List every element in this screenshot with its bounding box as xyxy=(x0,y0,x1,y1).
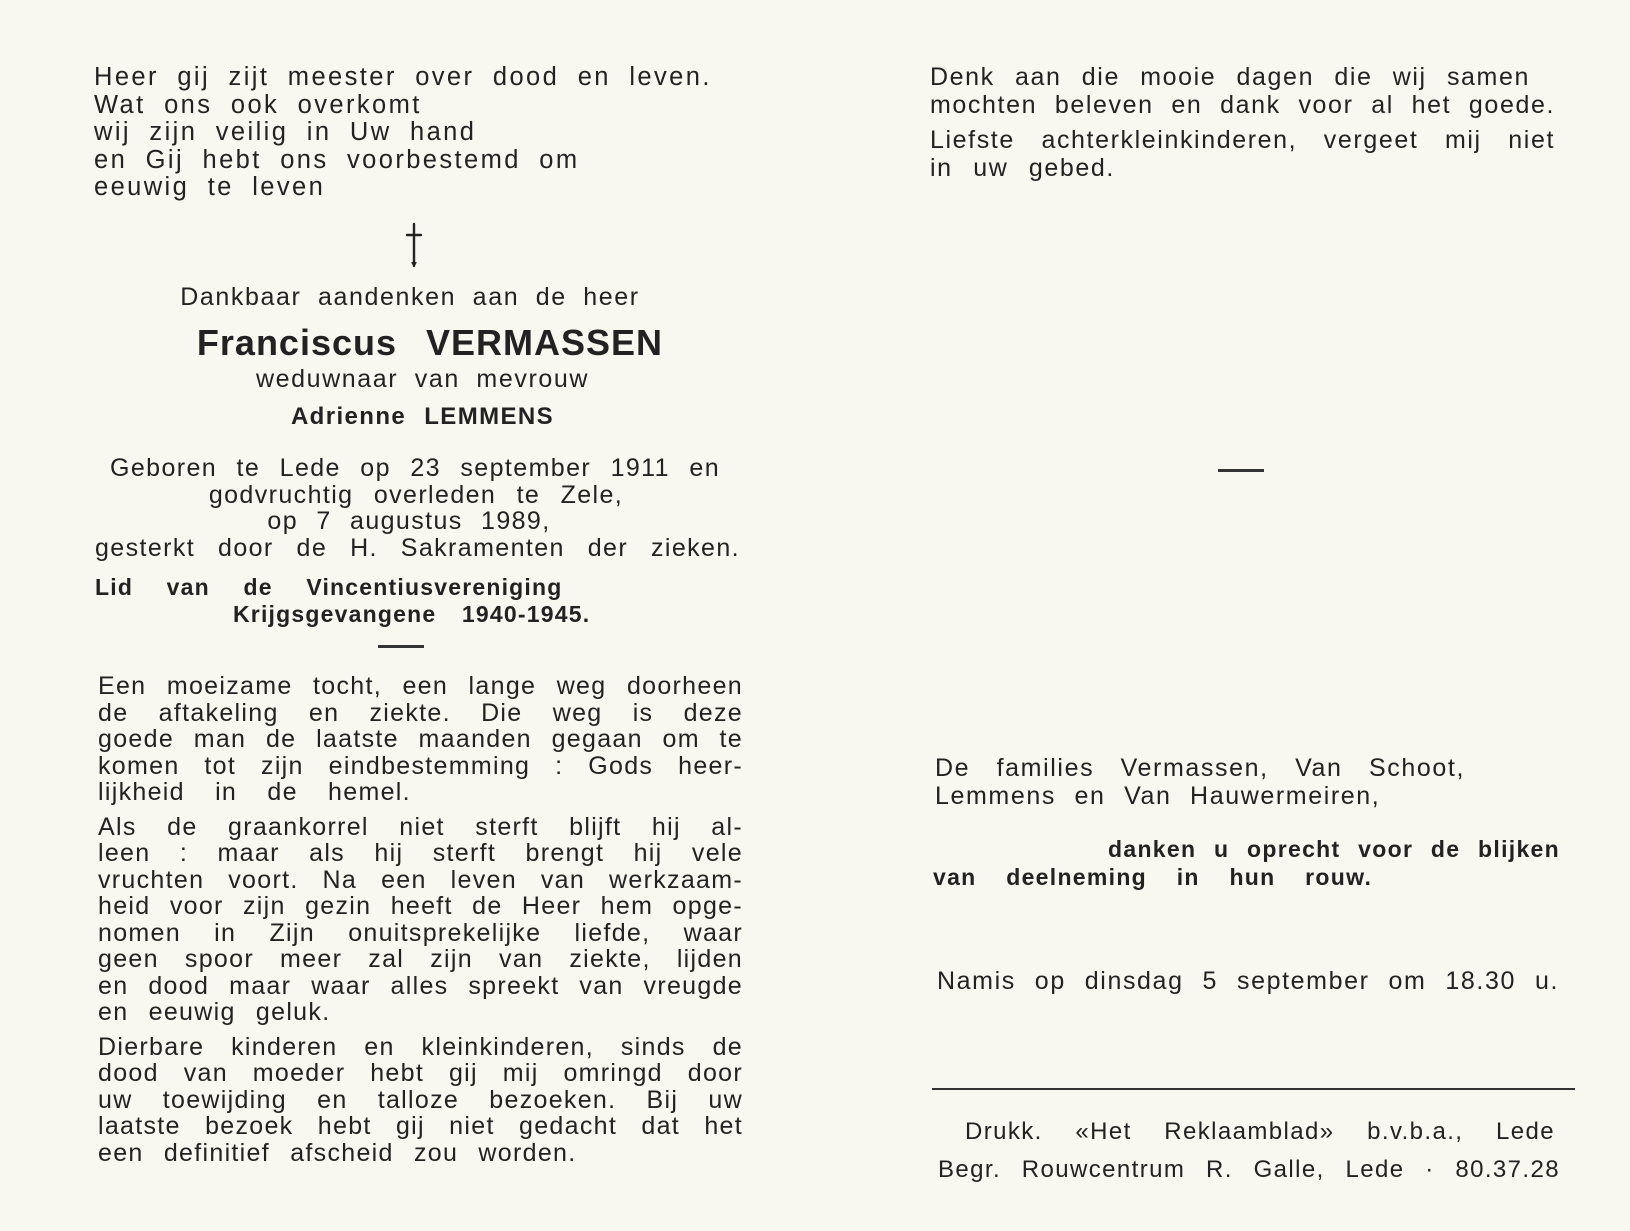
text-line: komen tot zijn eindbestemming : Gods heer- xyxy=(98,751,743,780)
paragraph xyxy=(98,673,743,806)
divider xyxy=(1218,469,1264,472)
text-line: heid voor zijn gezin heeft de Heer hem opge- xyxy=(98,892,743,920)
poem-line: Wat ons ook overkomt xyxy=(94,90,422,119)
text-line: leen : maar als hij sterft brengt hij vele xyxy=(98,839,743,867)
right-panel xyxy=(815,0,1630,1231)
text-line: Liefste achterkleinkinderen, vergeet mij niet xyxy=(930,126,1555,154)
widower-of-label: weduwnaar van mevrouw xyxy=(255,365,590,393)
bio-line: Geboren te Lede op 23 september 1911 en xyxy=(110,454,720,482)
remembrance-heading: Dankbaar aandenken aan de heer xyxy=(180,283,640,311)
opening-poem xyxy=(94,64,712,202)
text-line: en dood maar waar alles spreekt van vreugde xyxy=(98,971,743,1000)
printer-credit: Drukk. «Het Reklaamblad» b.v.b.a., Lede xyxy=(965,1118,1555,1145)
text-line: Als de graankorrel niet sterft blijft hij al- xyxy=(98,812,743,841)
text-line: Dierbare kinderen en kleinkinderen, sinds de xyxy=(98,1032,743,1061)
deceased-name: Franciscus VERMASSEN xyxy=(196,322,664,363)
paragraph xyxy=(98,814,743,1026)
footer-divider xyxy=(932,1088,1575,1090)
text-line: goede man de laatste maanden gegaan om te xyxy=(98,725,743,753)
text-line: Denk aan die mooie dagen die wij samen xyxy=(930,63,1530,91)
closing-message xyxy=(930,64,1555,119)
text-line: danken u oprecht voor de blijken xyxy=(1108,836,1560,862)
bio-line: godvruchtig overleden te Zele, xyxy=(208,480,624,509)
text-line: laatste bezoek hebt gij niet gedacht dat het xyxy=(98,1112,743,1140)
text-line: geen spoor meer zal zijn van ziekte, lijden xyxy=(98,945,743,973)
reflection-text xyxy=(98,673,743,1174)
text-line: lijkheid in de hemel. xyxy=(98,778,411,806)
funeral-mass-info: Namis op dinsdag 5 september om 18.30 u. xyxy=(937,967,1559,995)
text-line: Een moeizame tocht, een lange weg doorheen xyxy=(98,672,743,700)
divider xyxy=(378,645,424,648)
text-line: de aftakeling en ziekte. Die weg is deze xyxy=(98,698,743,727)
text-line: Lemmens en Van Hauwermeiren, xyxy=(935,781,1381,810)
membership-line: Krijgsgevangene 1940-1945. xyxy=(233,600,591,627)
bio-line: op 7 augustus 1989, xyxy=(267,507,551,535)
text-line: De families Vermassen, Van Schoot, xyxy=(935,754,1465,782)
cross-icon xyxy=(404,222,424,268)
text-line: en eeuwig geluk. xyxy=(98,998,331,1026)
biography xyxy=(95,455,745,561)
spouse-name: Adrienne LEMMENS xyxy=(290,403,555,430)
text-line: van deelneming in hun rouw. xyxy=(933,864,1373,890)
paragraph xyxy=(98,1034,743,1167)
thanks-message xyxy=(933,835,1560,891)
families-names xyxy=(935,755,1465,810)
membership-line: Lid van de Vincentiusvereniging xyxy=(95,574,563,600)
text-line: mochten beleven en dank voor al het goede. xyxy=(930,90,1555,119)
membership-info xyxy=(95,574,745,627)
undertaker-credit: Begr. Rouwcentrum R. Galle, Lede · 80.37.28 xyxy=(938,1156,1560,1183)
poem-line: Heer gij zijt meester over dood en leven. xyxy=(94,63,712,91)
text-line: uw toewijding en talloze bezoeken. Bij uw xyxy=(98,1085,743,1114)
text-line: nomen in Zijn onuitsprekelijke liefde, waar xyxy=(98,918,743,947)
text-line: dood van moeder hebt gij mij omringd door xyxy=(98,1059,743,1087)
poem-line: wij zijn veilig in Uw hand xyxy=(94,118,477,146)
bio-line: gesterkt door de H. Sakramenten der zieken. xyxy=(95,533,740,562)
text-line: een definitief afscheid zou worden. xyxy=(98,1138,577,1167)
text-line: in uw gebed. xyxy=(930,153,1115,182)
poem-line: eeuwig te leven xyxy=(94,173,326,201)
closing-message-grandchildren xyxy=(930,127,1555,182)
text-line: vruchten voort. Na een leven van werkzaam- xyxy=(98,865,743,894)
poem-line: en Gij hebt ons voorbestemd om xyxy=(94,145,580,174)
